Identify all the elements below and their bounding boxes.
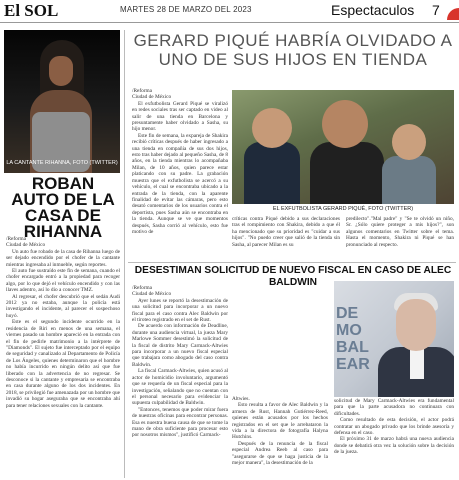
byline: /Reforma: [132, 285, 153, 291]
column-divider: [124, 30, 125, 478]
baldwin-photo: [334, 281, 454, 397]
paragraph: De acuerdo con información de Deadline, durante una audiencia virtual, la jueza Mary Marlowe Sommer desestimó la solicitud de la fiscal de distrito Mary Carmack-Altwies para incorporar a un nuevo fiscal especial que trabajara como abogado del caso contra Baldwin.: [132, 323, 228, 368]
paragraph: El auto fue sustraído este fin de semana, cuando el chofer encargado entró a la propiedad para recoger algo, por lo que dejó el vehículo encendido y con las llaves adentro, así lo dio a conocer TMZ.: [6, 268, 120, 294]
paragraph: Este fin de semana, la expareja de Shakira recibió críticas después de haber ingresado a una tienda en compañía de sus dos hijos, esto tras haber dejado al pequeño Sasha, de 8 años, en la tienda mientras lo acompañaba Milan, de 10 años, quien parece estar platicando con su padre. La grabación muestra que el exfutbolista se acercó a su vehículo, el cual se encontraba ubicado a la entrada de la tienda, con la aparente finalidad de evitar las cámaras, pero esto desató comentarios de los usuarios contra el deportista, pues Sasha aún se encontraba en la tienda. Aunque se ve que momentos después, Sasha corrió al vehículo, esto fue motivo de: [132, 132, 228, 235]
paragraph: Esto resulta a favor de Alec Baldwin y la armera de Rust, Hannah Gutiérrez-Reed, quienes están acusados por los hechos registrados en el set que le arrebataron la vida a la directora de fotografía Halyna Hutchins.: [232, 402, 328, 441]
rihanna-photo-caption: LA CANTANTE RIHANNA, FOTO (TWITTER): [6, 160, 118, 166]
rihanna-article-body: [6, 236, 120, 478]
rihanna-photo: [4, 30, 120, 173]
paragraph: solicitud de Mary Carmack-Altwies era fundamental para que la parte acusadora no continuara con dificultades.: [334, 398, 454, 417]
pique-article-col3: [232, 216, 340, 260]
paragraph: predilecto"."Mal padre" y "Se te olvidó un niño, Sr. ¿Sólo quiere proteger a mis hijos?", son algunos comentarios en Twitter sobre el tema. Hasta el momento, Shakira ni Piqué se han pronunciado al respecto.: [346, 216, 454, 248]
paragraph: Al regresar, el chofer descubrió que el sedán Audi 2012 ya no estaba, aunque la policía está investigando el incidente, al parecer el sospechoso huyó.: [6, 293, 120, 319]
paragraph: Altwies.: [232, 396, 250, 402]
baldwin-article-col1: [132, 285, 228, 478]
paragraph: El exfutbolista Gerard Piqué se viralizó en redes sociales tras ser captado en video al salir de una tienda en Barcelona y presuntamente haber olvidado a Sasha, su hijo menor.: [132, 100, 228, 133]
paragraph: Después de la renuncia de la fiscal especial Andrea Reeb al caso para "asegurarse de que se haga justicia de la mejor manera", la desestimación de la: [232, 440, 328, 467]
newspaper-logo: El SOL: [4, 1, 59, 20]
paragraph: "Entonces, tenemos que poder mirar fuera de nuestras oficinas para encontrar personas. Esa es nuestra buena causa de que se tome la mano de obra suficiente para procesar esto por nosotros mismos", justificó Carmack-: [132, 406, 228, 439]
section-title: Espectaculos: [331, 2, 415, 18]
pique-photo: [232, 90, 454, 204]
paragraph: El próximo 31 de marzo habrá una nueva audiencia donde se debatirá otra vez la solución sobre la decisión de la jueza.: [334, 436, 454, 456]
pique-article-col4: [346, 216, 454, 260]
byline: /Reforma: [6, 236, 27, 242]
pique-article-body: [132, 88, 228, 256]
section-divider: [128, 262, 456, 263]
byline: /Reforma: [132, 88, 153, 94]
paragraph: Este es el segundo incidente ocurrido en la residencia de Riri en menos de una semana, el viernes pasado un hombre apareció en la entrada con el fin de pedirle matrimonio a la intérprete de "Diamonds". El sujeto fue interceptado por el equipo de seguridad y canalizado al Departamento de Policía de Los Ángeles, quienes determinaron que el hombre no había incurrido en ningún delito así que fue liberado con la advertencia de no regresar. Se desconoce si la cantante y empresaria se encontraba en casa durante alguno de los dos incidentes. En 2018, se privilegió fue amenazada por un hombre que invadió su hogar aseguraba que se encontraba ahí para tener relaciones sexuales con la cantante.: [6, 319, 120, 409]
pique-photo-caption: EL EXFUTBOLISTA GERARD PIQUÉ, FOTO (TWITTER): [272, 206, 414, 212]
baldwin-headline: DESESTIMAN SOLICITUD DE NUEVO FISCAL EN CASO DE ALEC BALDWIN: [134, 265, 452, 288]
baldwin-article-col3: [334, 398, 454, 478]
paragraph: Ayer lunes se reportó la desestimación de una solicitud para incorporar a un nuevo fiscal para el caso contra Alec Baldwin por el tiroteo registrado en el set de Rust.: [132, 297, 228, 324]
dateline: Ciudad de México: [132, 94, 172, 101]
paragraph: La fiscal Carmack-Altwies, quien acusó al actor de homicidio involuntario, argumentó que se requería de un fiscal especial para la investigación, señalando que no cuentan con el personal necesario para evidenciar la supuesta culpabilidad de Baldwin.: [132, 368, 228, 407]
paragraph: Un auto fue robado de la casa de Rihanna luego de ser dejado encendido por el chofer de la cantante mientras ingresaba al inmueble, según reportes.: [6, 248, 120, 268]
dateline: Ciudad de México: [132, 291, 172, 298]
rihanna-headline: ROBAN AUTO DE LA CASA DE RIHANNA: [11, 174, 115, 241]
page-number: 7: [432, 2, 440, 18]
issue-date: MARTES 28 DE MARZO DEL 2023: [120, 5, 252, 14]
pique-headline: GERARD PIQUÉ HABRÍA OLVIDADO A UNO DE SUS HIJOS EN TIENDA: [133, 31, 453, 69]
paragraph: críticas contra Piqué debido a sus declaraciones tras el rompimiento con Shakira, debido a que él ha mencionado que su prioridad es "cuidar a sus hijos". "No puedo creer que salió de la tienda sin Sasha, al parecer Milan es su: [232, 216, 340, 248]
photo-backdrop-text: DE MO BAL EAR: [336, 305, 370, 373]
baldwin-article-col2: [232, 396, 328, 478]
paragraph: Como resultado de esta decisión, el actor podrá contratar un abogado privado que los brinde asesoría y defensa en el caso.: [334, 417, 454, 437]
dateline: Ciudad de México: [6, 242, 46, 249]
